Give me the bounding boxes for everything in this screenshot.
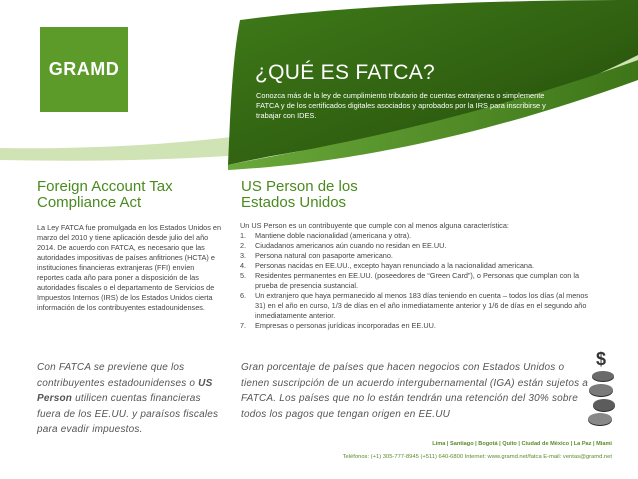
list-item-text: Residentes permanentes en EE.UU. (poseedores de “Green Card”), o Personas que cumplan con la prueba de presencia sustancial. xyxy=(255,271,580,290)
countries-quote: Gran porcentaje de países que hacen negocios con Estados Unidos o tienen suscripción de un acuerdo intergubernamental (IGA) están sujetos a FATCA. Los países que no lo están tendrán una retención del 30% sobre todos los pagos que tengan origen en EE.UU xyxy=(241,362,589,420)
list-item xyxy=(240,271,595,291)
fatca-quote-emphasis: US Person xyxy=(37,377,213,405)
list-item xyxy=(240,291,595,321)
list-item xyxy=(240,241,595,251)
fatca-description: La Ley FATCA fue promulgada en los Estados Unidos en marzo del 2010 y tiene aplicación desde julio del año 2014. De acuerdo con FATCA, es necesario que las autoridades impositivas de países anfitriones (HCTA) e instituciones financieras extranjeras (FFI) envíen reportes cada año para poner a disposición de las autoridades fiscales o el departamento de Servicios de Impuestos Internos (IRS) de los Estados Unidos cierta información de los contribuyentes estadounidenses. xyxy=(37,223,222,313)
list-item-text: Empresas o personas jurídicas incorporadas en EE.UU. xyxy=(255,321,436,330)
us-person-heading-line1: US Person de los xyxy=(241,178,358,195)
fatca-quote-start: Con FATCA se previene que los contribuyentes estadounidenses o xyxy=(37,362,196,389)
logo-text: GRAMD xyxy=(48,59,120,79)
svg-text:$: $ xyxy=(596,349,607,369)
list-item-number: 7. xyxy=(240,321,247,330)
fatca-quote xyxy=(37,360,222,438)
list-item xyxy=(240,231,595,241)
dollar-coins-icon xyxy=(583,349,623,429)
list-item-text: Mantiene doble nacionalidad (americana y otra). xyxy=(255,231,412,240)
list-item-number: 2. xyxy=(240,241,247,250)
list-item-text: Persona natural con pasaporte americano. xyxy=(255,251,393,260)
list-item-number: 6. xyxy=(240,291,247,300)
footer-contact: Teléfonos: (+1) 305-777-8945 (+511) 640-6800 Internet: www.gramd.net/fatca E-mail: ventas@gramd.net xyxy=(342,454,612,460)
list-item xyxy=(240,251,595,261)
list-item-number: 1. xyxy=(240,231,247,240)
list-item-text: Ciudadanos americanos aún cuando no residan en EE.UU. xyxy=(255,241,447,250)
fatca-heading-line2: Compliance Act xyxy=(37,194,142,211)
us-person-criteria-list xyxy=(240,231,595,331)
us-person-intro: Un US Person es un contribuyente que cumple con al menos alguna característica: xyxy=(240,221,509,230)
list-item-number: 3. xyxy=(240,251,247,260)
page-title: ¿QUÉ ES FATCA? xyxy=(255,61,436,84)
list-item-text: Un extranjero que haya permanecido al menos 183 días teniendo en cuenta – todos los días (al menos 31) en el año en curso, 1/3 de días en el año inmediatamente anterior y 1/6 de días en el segundo año inmediatamente anterior. xyxy=(255,291,589,320)
list-item-number: 5. xyxy=(240,271,247,280)
fatca-heading-line1: Foreign Account Tax xyxy=(37,178,173,195)
us-person-heading-line2: Estados Unidos xyxy=(241,194,347,211)
gramd-logo[interactable] xyxy=(40,27,128,112)
hero-description: Conozca más de la ley de cumplimiento tributario de cuentas extranjeras o simplemente FATCA y de los certificados digitales asociados y aprobados por la IRS para inscribirse y trabajar con IDES. xyxy=(256,91,546,120)
fatca-quote-end: utilicen cuentas financieras fuera de los EE.UU. y paraísos fiscales para evadir impuestos. xyxy=(37,393,219,436)
footer-cities: Lima | Santiago | Bogotá | Quito | Ciudad de México | La Paz | Miami xyxy=(432,441,612,447)
list-item-number: 4. xyxy=(240,261,247,270)
us-person-heading xyxy=(241,179,441,211)
fatca-heading xyxy=(37,179,237,211)
list-item xyxy=(240,321,595,331)
list-item xyxy=(240,261,595,271)
list-item-text: Personas nacidas en EE.UU., excepto hayan renunciado a la nacionalidad americana. xyxy=(255,261,535,270)
